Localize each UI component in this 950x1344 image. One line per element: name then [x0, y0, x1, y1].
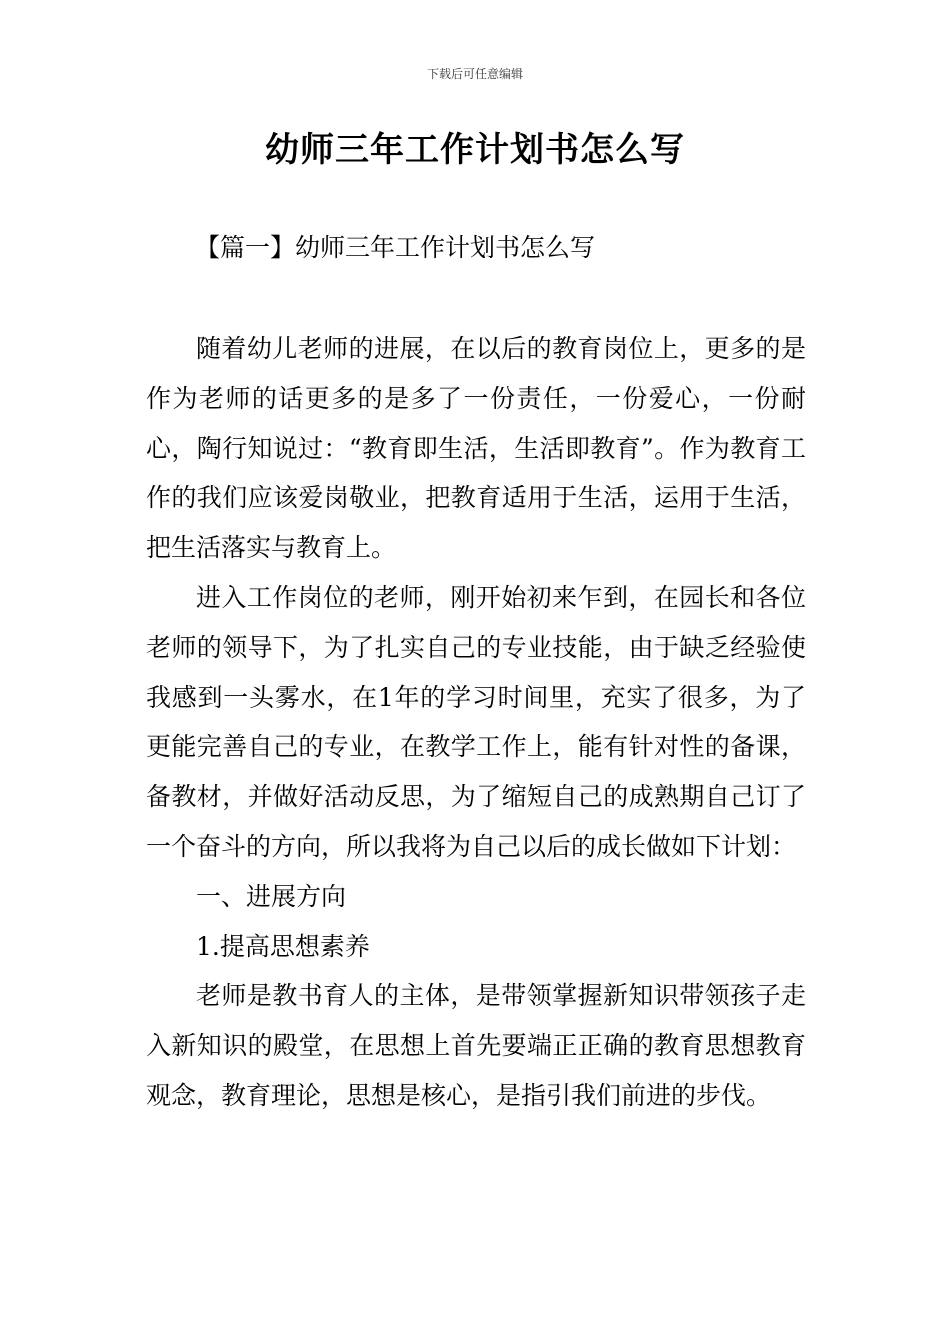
document-body — [146, 324, 806, 1121]
header-note: 下载后可任意编辑 — [426, 67, 523, 81]
subheading: 一、进展方向 — [196, 881, 347, 911]
paragraph: 进入工作岗位的老师，刚开始初来乍到，在园长和各位老师的领导下，为了扎实自己的专业技能，由于缺乏经验使我感到一头雾水，在1年的学习时间里，充实了很多，为了更能完善自己的专业，在教学工作上，能有针对性的备课，备教材，并做好活动反思，为了缩短自己的成熟期自己订了一个奋斗的方向，所以我将为自己以后的成长做如下计划： — [146, 582, 806, 861]
document-title: 幼师三年工作计划书怎么写 — [265, 130, 685, 170]
paragraph: 老师是教书育人的主体，是带领掌握新知识带领孩子走入新知识的殿堂，在思想上首先要端正正确的教育思想教育观念，教育理论，思想是核心，是指引我们前进的步伐。 — [146, 981, 806, 1110]
section-heading: 【篇一】幼师三年工作计划书怎么写 — [195, 233, 596, 262]
subheading: 1.提高思想素养 — [196, 931, 370, 961]
paragraph: 随着幼儿老师的进展，在以后的教育岗位上，更多的是作为老师的话更多的是多了一份责任，一份爱心，一份耐心，陶行知说过：“教育即生活，生活即教育”。作为教育工作的我们应该爱岗敬业，把教育适用于生活，运用于生活，把生活落实与教育上。 — [146, 334, 806, 563]
